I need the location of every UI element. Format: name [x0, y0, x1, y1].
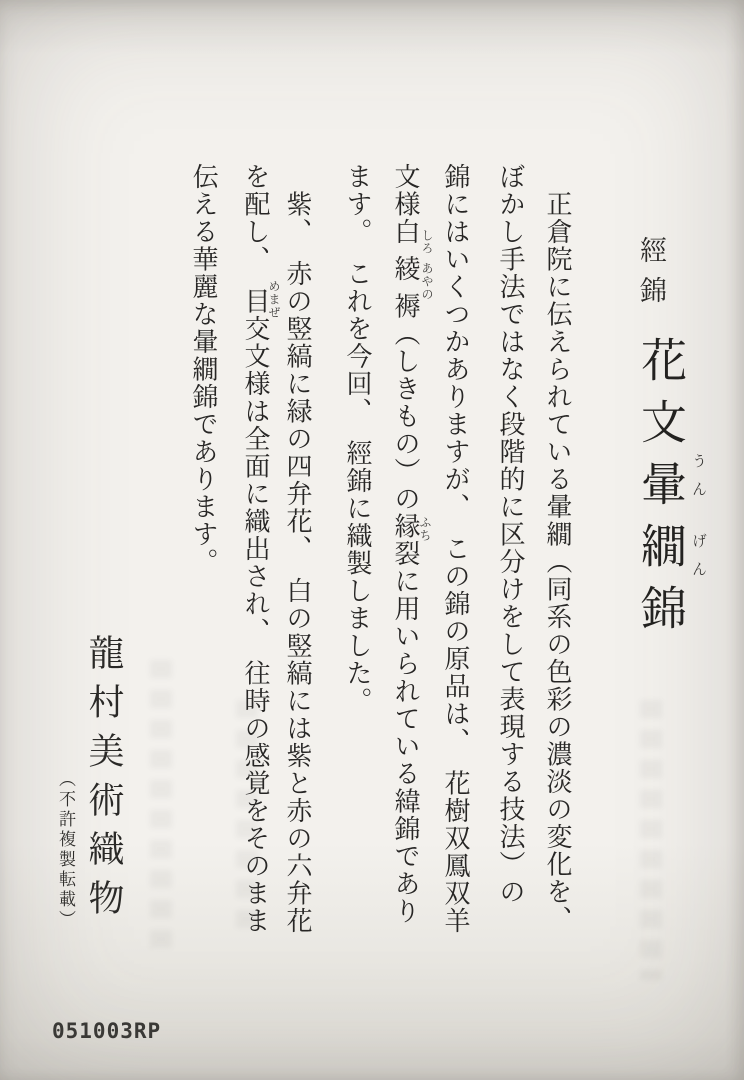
product-code: 051003RP: [52, 1019, 162, 1043]
page-title: 花文暈繝錦: [634, 336, 688, 646]
paper-showthrough: [640, 700, 662, 980]
company-name: 龍村美術織物: [83, 634, 124, 928]
title-category: 經錦: [635, 236, 666, 316]
title-furigana-gen: げん: [690, 533, 708, 589]
body-column-3: 錦にはいくつかありますが、 この錦の原品は、 花樹双鳳双羊: [440, 163, 470, 935]
body-column-4: 文様白 綾 褥（しきもの）の縁裂に用いられている緯錦であり: [390, 163, 420, 926]
body-column-5: ます。 これを今回、 經錦に織製しました。: [342, 163, 372, 715]
body-column-6: 紫、 赤の竪縞に緑の四弁花、 白の竪縞には紫と赤の六弁花: [282, 163, 312, 935]
title-furigana-un: うん: [690, 453, 708, 509]
body-column-8: 伝える華麗な暈繝錦であります。: [188, 163, 218, 576]
body-column-7: を配し、 目交文様は全面に織出され、 往時の感覚をそのまま: [240, 163, 270, 935]
body-column-1: 正倉院に伝えられている暈繝（同系の色彩の濃淡の変化を、: [542, 163, 572, 933]
furigana-memaze: めまぜ: [267, 280, 281, 319]
paper-showthrough: [150, 660, 172, 960]
furigana-ayano: あやの: [420, 262, 434, 301]
copyright-notice: （不許複製転載）: [55, 770, 75, 930]
furigana-fuchi: ふち: [418, 516, 432, 542]
furigana-shiro: しろ: [420, 229, 434, 255]
body-column-2: ぼかし手法ではなく段階的に区分けをして表現する技法）の: [495, 163, 525, 906]
